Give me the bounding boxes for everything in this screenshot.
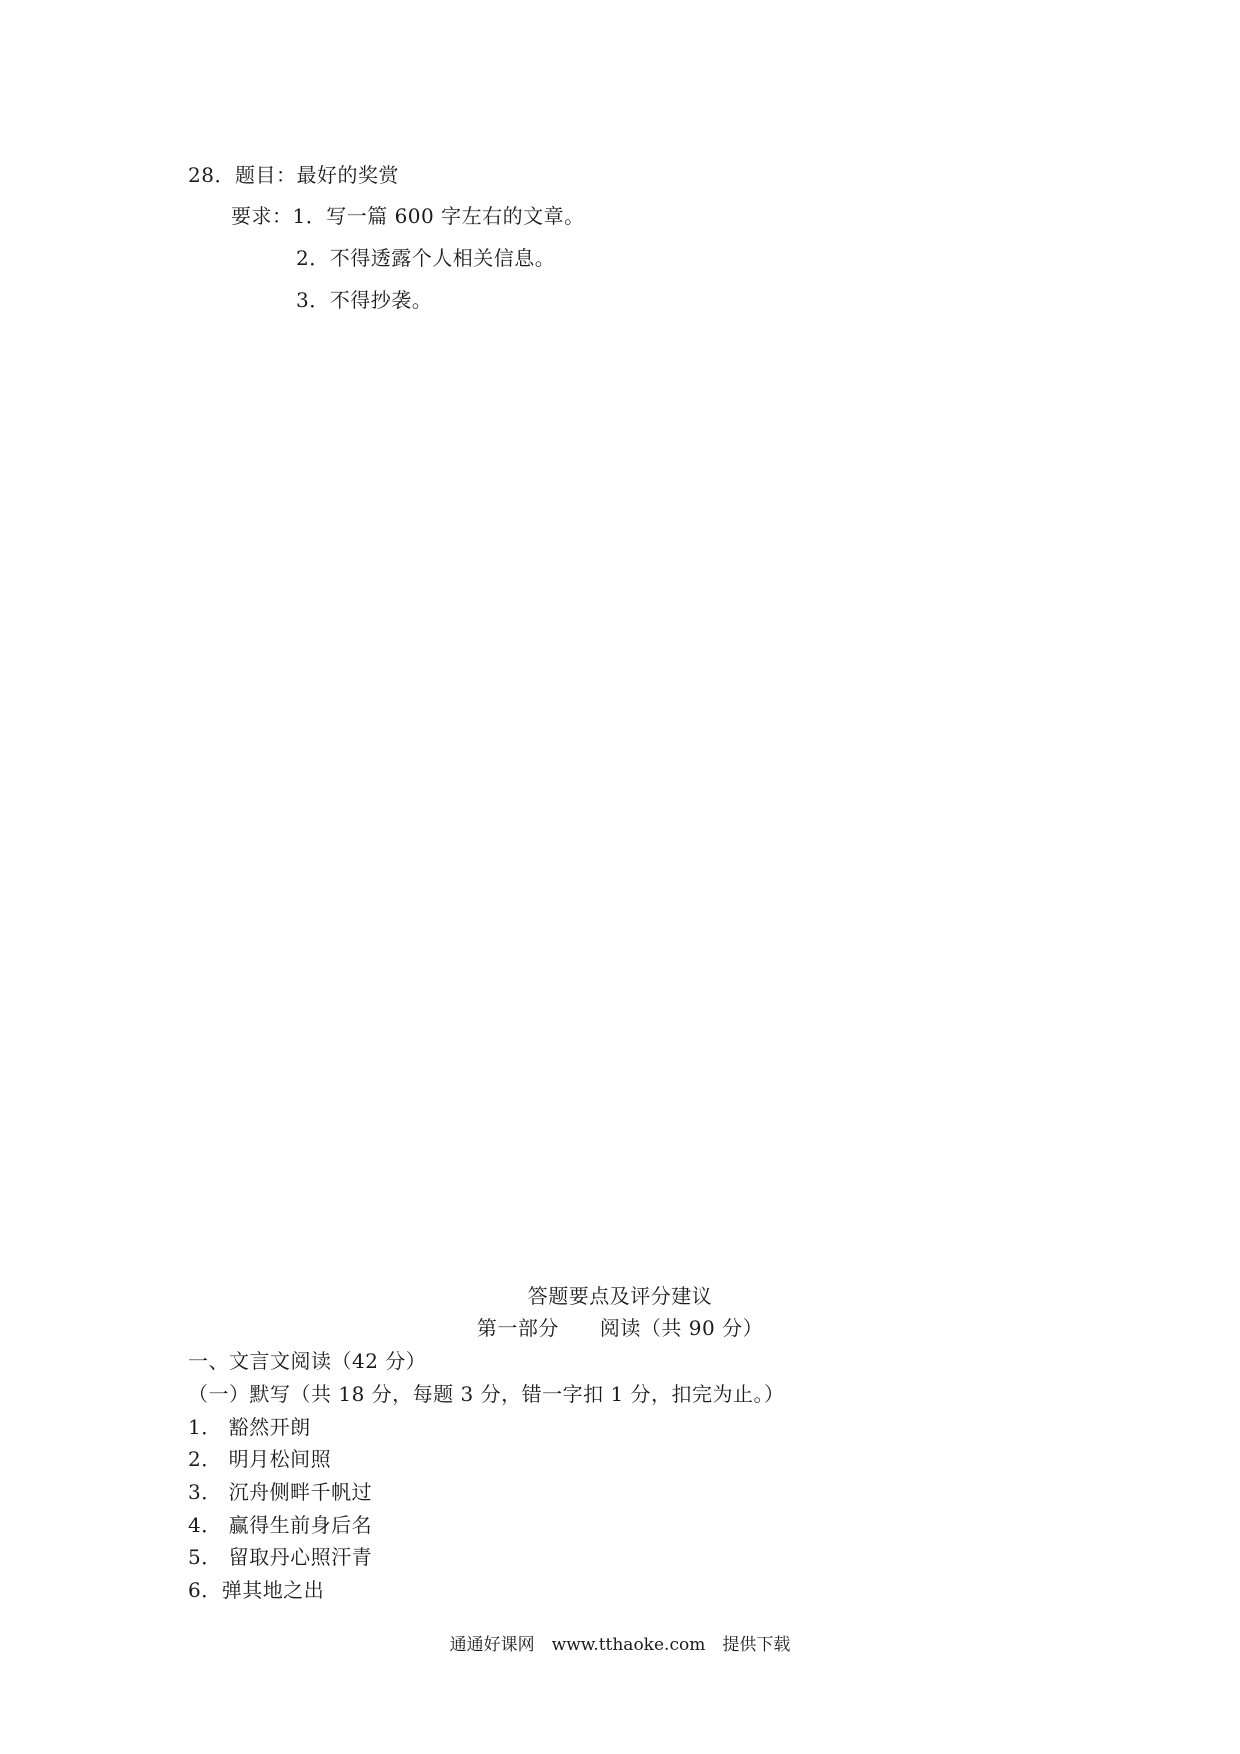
answer-item: 1． 豁然开朗 — [188, 1415, 311, 1439]
section-title: 一、文言文阅读（42 分） — [188, 1349, 427, 1373]
answer-item: 4． 赢得生前身后名 — [188, 1513, 373, 1537]
answer-key-heading: 答题要点及评分建议 — [527, 1284, 713, 1308]
essay-requirement-2: 2．不得透露个人相关信息。 — [296, 246, 556, 270]
essay-question-title: 28．题目：最好的奖赏 — [188, 163, 399, 187]
answer-item: 5． 留取丹心照汗青 — [188, 1545, 373, 1569]
essay-requirement-3: 3．不得抄袭。 — [296, 288, 433, 312]
essay-requirement-1: 要求：1．写一篇 600 字左右的文章。 — [231, 204, 585, 228]
part-one-title: 第一部分 阅读（共 90 分） — [476, 1316, 764, 1340]
subsection-title: （一）默写（共 18 分，每题 3 分，错一字扣 1 分，扣完为止。） — [188, 1382, 785, 1406]
answer-item: 6．弹其地之出 — [188, 1578, 325, 1602]
answer-item: 3． 沉舟侧畔千帆过 — [188, 1480, 373, 1504]
footer-source-note: 通通好课网 www.tthaoke.com 提供下载 — [449, 1635, 791, 1655]
answer-item: 2． 明月松间照 — [188, 1447, 332, 1471]
